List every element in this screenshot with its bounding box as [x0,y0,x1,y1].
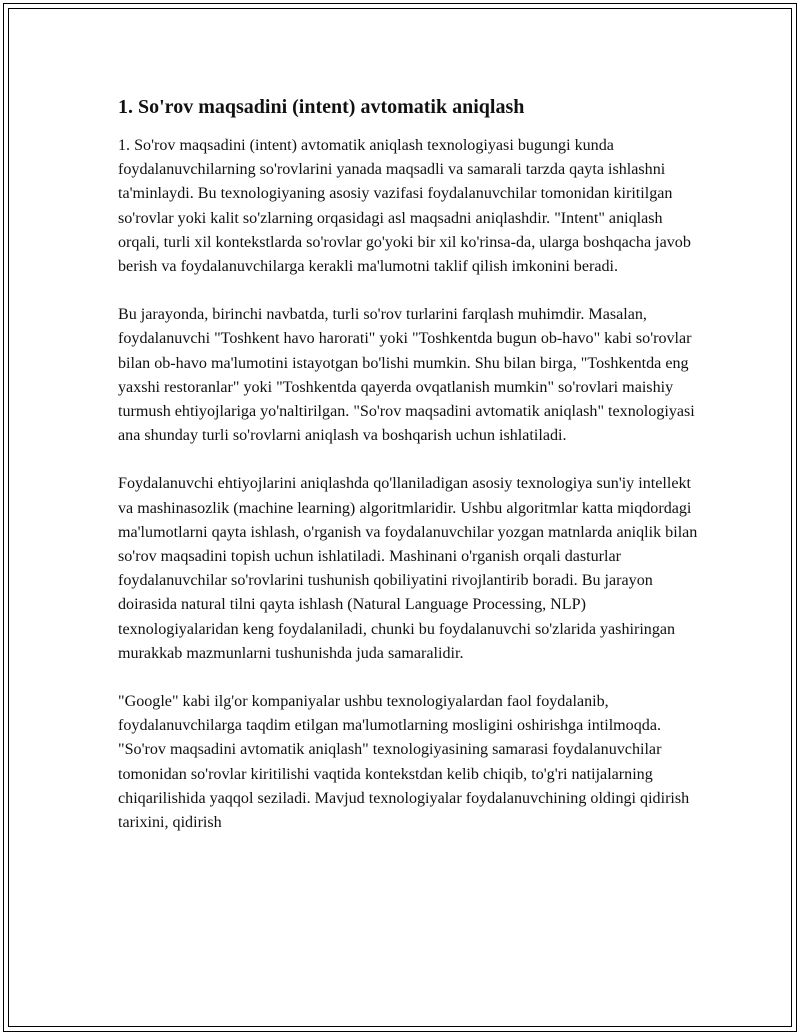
paragraph-3: Foydalanuvchi ehtiyojlarini aniqlashda qo'llaniladigan asosiy texnologiya sun'iy intellekt va mashinasozlik (machine learning) algoritmlaridir. Ushbu algoritmlar katta miqdordagi ma'lumotlarni qayta ishlash, o'rganish va foydalanuvchilar yozgan matnlarda aniqlik bilan so'rov maqsadini topish uchun ishlatiladi. Mashinani o'rganish orqali dasturlar foydalanuvchilar so'rovlarini tushunish qobiliyatini rivojlantirib boradi. Bu jarayon doirasida natural tilni qayta ishlash (Natural Language Processing, NLP) texnologiyalaridan keng foydalaniladi, chunki bu foydalanuvchi so'zlarida yashiringan murakkab mazmunlarni tushunishda juda samaralidir. [118,475,698,662]
paragraph-1: 1. So'rov maqsadini (intent) avtomatik aniqlash texnologiyasi bugungi kunda foydalanuvchilarning so'rovlarini yanada maqsadli va samarali tarzda qayta ishlashni ta'minlaydi. Bu texnologiyaning asosiy vazifasi foydalanuvchilar tomonidan kiritilgan so'rovlar yoki kalit so'zlarning orqasidagi asl maqsadni aniqlashdir. "Intent" aniqlash orqali, turli xil kontekstlarda so'rovlar go'yoki bir xil ko'rinsa-da, ularga boshqacha javob berish va foydalanuvchilarga kerakli ma'lumotni taklif qilish imkonini beradi. [118,137,691,276]
paragraph-2: Bu jarayonda, birinchi navbatda, turli so'rov turlarini farqlash muhimdir. Masalan, foydalanuvchi "Toshkent havo harorati" yoki "Toshkentda bugun ob-havo" kabi so'rovlar bilan ob-havo ma'lumotini istayotgan bo'lishi mumkin. Shu bilan birga, "Toshkentda eng yaxshi restoranlar" yoki "Toshkentda qayerda ovqatlanish mumkin" so'rovlari maishiy turmush ehtiyojlariga yo'naltirilgan. "So'rov maqsadini avtomatik aniqlash" texnologiyasi ana shunday turli so'rovlarni aniqlash va boshqarish uchun ishlatiladi. [118,306,695,445]
document-body [118,94,698,859]
paragraph-4: "Google" kabi ilg'or kompaniyalar ushbu texnologiyalardan faol foydalanib, foydalanuvchilarga taqdim etilgan ma'lumotlarning mosligini oshirishga intilmoqda. "So'rov maqsadini avtomatik aniqlash" texnologiyasining samarasi foydalanuvchilar tomonidan so'rovlar kiritilishi vaqtida kontekstdan kelib chiqib, to'g'ri natijalarning chiqarilishida yaqqol seziladi. Mavjud texnologiyalar foydalanuvchining oldingi qidirish tarixini, qidirish [118,693,690,832]
section-heading: 1. So'rov maqsadini (intent) avtomatik aniqlash [118,96,525,118]
